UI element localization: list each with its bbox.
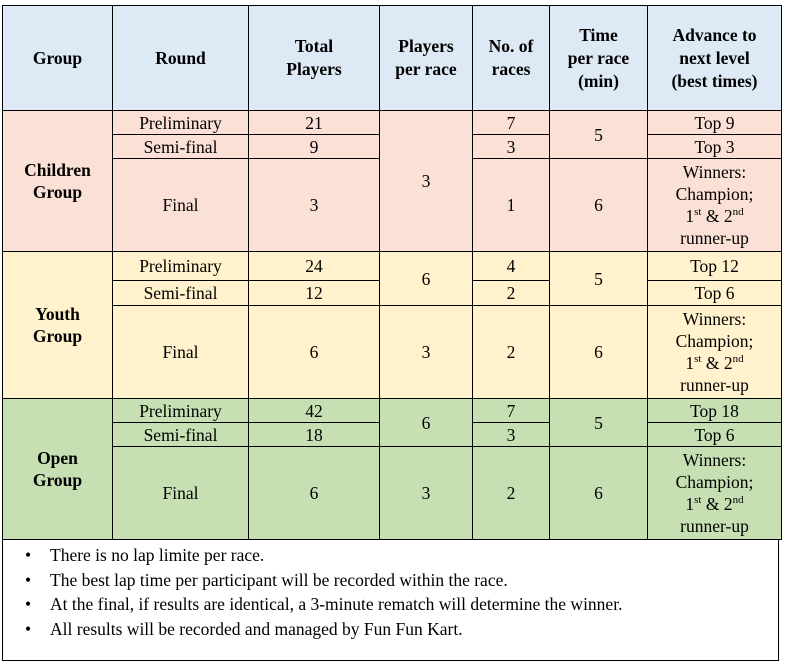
advance-cell: Top 3 — [648, 135, 782, 159]
time-cell: 6 — [550, 306, 648, 399]
table-row — [3, 252, 782, 281]
bullet-icon: • — [25, 594, 32, 614]
notes-list — [3, 540, 778, 641]
round-cell: Final — [113, 306, 249, 399]
note-item: • The best lap time per participant will be recorded within the race. — [50, 568, 778, 593]
note-item: • All results will be recorded and managed by Fun Fun Kart. — [50, 617, 778, 642]
notes-box — [2, 540, 779, 661]
note-item: • There is no lap limite per race. — [50, 543, 778, 568]
players-per-race-cell: 6 — [380, 252, 473, 306]
bullet-icon: • — [25, 618, 32, 639]
table-row — [3, 111, 782, 135]
races-cell: 4 — [473, 252, 550, 281]
bullet-icon: • — [25, 545, 32, 565]
header-total-players: Total Players — [249, 6, 380, 111]
round-cell: Final — [113, 447, 249, 540]
races-cell: 2 — [473, 447, 550, 540]
time-cell: 5 — [550, 399, 648, 447]
table-row — [3, 399, 782, 423]
total-players-cell: 42 — [249, 399, 380, 423]
bullet-icon: • — [25, 569, 32, 590]
round-cell: Preliminary — [113, 111, 249, 135]
advance-cell: Top 18 — [648, 399, 782, 423]
players-per-race-cell: 3 — [380, 306, 473, 399]
group-name-children: Children Group — [3, 111, 113, 252]
group-name-youth: Youth Group — [3, 252, 113, 399]
advance-cell: Top 12 — [648, 252, 782, 281]
players-per-race-cell: 6 — [380, 399, 473, 447]
total-players-cell: 24 — [249, 252, 380, 281]
players-per-race-cell: 3 — [380, 447, 473, 540]
advance-cell: Top 9 — [648, 111, 782, 135]
round-cell: Final — [113, 159, 249, 252]
races-cell: 7 — [473, 399, 550, 423]
table-row — [3, 447, 782, 540]
total-players-cell: 6 — [249, 447, 380, 540]
time-cell: 6 — [550, 447, 648, 540]
advance-winners-cell: Winners: Champion; 1st & 2nd runner-up — [648, 159, 782, 252]
header-time-per-race: Time per race (min) — [550, 6, 648, 111]
round-cell: Semi-final — [113, 135, 249, 159]
races-cell: 3 — [473, 423, 550, 447]
total-players-cell: 3 — [249, 159, 380, 252]
total-players-cell: 9 — [249, 135, 380, 159]
total-players-cell: 18 — [249, 423, 380, 447]
time-cell: 5 — [550, 252, 648, 306]
round-cell: Semi-final — [113, 281, 249, 306]
table-row — [3, 306, 782, 399]
advance-cell: Top 6 — [648, 281, 782, 306]
race-schedule-table — [2, 5, 782, 540]
round-cell: Semi-final — [113, 423, 249, 447]
header-advance: Advance to next level (best times) — [648, 6, 782, 111]
advance-winners-cell: Winners: Champion; 1st & 2nd runner-up — [648, 447, 782, 540]
header-group: Group — [3, 6, 113, 111]
advance-cell: Top 6 — [648, 423, 782, 447]
header-players-per-race: Players per race — [380, 6, 473, 111]
total-players-cell: 6 — [249, 306, 380, 399]
header-round: Round — [113, 6, 249, 111]
races-cell: 3 — [473, 135, 550, 159]
races-cell: 7 — [473, 111, 550, 135]
group-name-open: Open Group — [3, 399, 113, 540]
time-cell: 5 — [550, 111, 648, 159]
advance-winners-cell: Winners: Champion; 1st & 2nd runner-up — [648, 306, 782, 399]
races-cell: 1 — [473, 159, 550, 252]
round-cell: Preliminary — [113, 252, 249, 281]
total-players-cell: 21 — [249, 111, 380, 135]
round-cell: Preliminary — [113, 399, 249, 423]
time-cell: 6 — [550, 159, 648, 252]
total-players-cell: 12 — [249, 281, 380, 306]
races-cell: 2 — [473, 306, 550, 399]
header-row — [3, 6, 782, 111]
note-item: • At the final, if results are identical, a 3-minute rematch will determine the winner. — [50, 592, 778, 617]
header-no-of-races: No. of races — [473, 6, 550, 111]
players-per-race-cell: 3 — [380, 111, 473, 252]
races-cell: 2 — [473, 281, 550, 306]
